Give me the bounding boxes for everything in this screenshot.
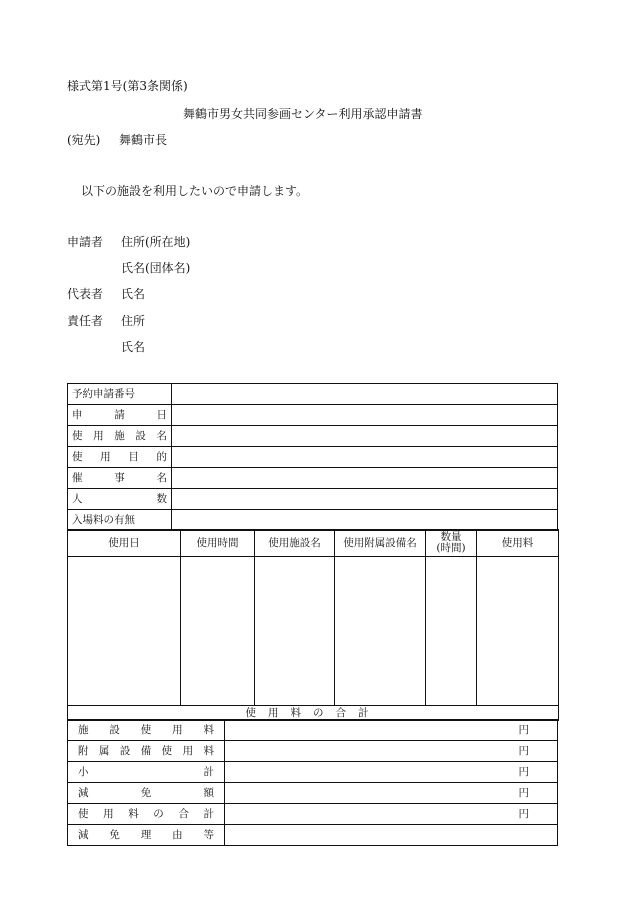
- table-row: [68, 783, 558, 804]
- applicant-field: 氏名(団体名): [121, 261, 191, 275]
- usage-header-row: [68, 530, 559, 557]
- subtotal-value[interactable]: 円: [225, 762, 558, 783]
- admission-fee-field[interactable]: [172, 510, 558, 531]
- purpose-field[interactable]: [172, 447, 558, 468]
- table-row: [68, 426, 558, 447]
- responsible-role: 責任者: [67, 314, 104, 328]
- application-statement: 以下の施設を利用したいので申請します。: [81, 184, 309, 198]
- equipment-fee-label: 附属設備使用料: [68, 741, 225, 762]
- usage-entry-row: [68, 557, 559, 706]
- application-date-label: 申請日: [68, 405, 172, 426]
- usage-quantity-header: [426, 530, 477, 557]
- reduction-reason-value[interactable]: [225, 825, 558, 846]
- representative-name-row: [67, 286, 145, 302]
- representative-role: 代表者: [67, 287, 104, 301]
- reservation-number-label: 予約申請番号: [68, 384, 172, 405]
- usage-facility-cell[interactable]: [255, 557, 335, 706]
- table-row: [68, 762, 558, 783]
- usage-time-cell[interactable]: [181, 557, 255, 706]
- responsible-address-row: [67, 313, 145, 329]
- responsible-field: 住所: [121, 314, 146, 328]
- table-row: [68, 510, 558, 531]
- usage-table: [67, 529, 559, 721]
- facility-fee-value[interactable]: 円: [225, 720, 558, 741]
- applicant-address-row: [67, 234, 190, 250]
- table-row: [68, 489, 558, 510]
- facility-fee-label: 施設使用料: [68, 720, 225, 741]
- attendees-label: 人数: [68, 489, 172, 510]
- event-name-field[interactable]: [172, 468, 558, 489]
- event-name-label: 催事名: [68, 468, 172, 489]
- reduction-reason-label: 減免理由等: [68, 825, 225, 846]
- table-row: [68, 720, 558, 741]
- usage-time-header: 使用時間: [181, 530, 255, 557]
- hours-label: (時間): [436, 542, 466, 554]
- responsible-name-row: [67, 339, 145, 355]
- usage-fee-header: 使用料: [477, 530, 559, 557]
- table-row: [68, 405, 558, 426]
- quantity-label: 数量: [440, 531, 462, 543]
- table-row: [68, 384, 558, 405]
- addressee: [67, 132, 167, 148]
- addressee-value: 舞鶴市長: [119, 133, 168, 147]
- table-row: [68, 447, 558, 468]
- reduction-amount-value[interactable]: 円: [225, 783, 558, 804]
- applicant-role: 申請者: [67, 235, 104, 249]
- usage-equipment-header: 使用附属設備名: [335, 530, 426, 557]
- facility-name-field[interactable]: [172, 426, 558, 447]
- representative-field: 氏名: [121, 287, 146, 301]
- fee-total-value[interactable]: 円: [225, 804, 558, 825]
- application-details-table: [67, 383, 558, 531]
- usage-fee-cell[interactable]: [477, 557, 559, 706]
- admission-fee-label: 入場料の有無: [68, 510, 172, 531]
- application-date-field[interactable]: [172, 405, 558, 426]
- fee-totals-table: [67, 719, 558, 846]
- fee-total-label: 使用料の合計: [68, 804, 225, 825]
- reservation-number-field[interactable]: [172, 384, 558, 405]
- attendees-field[interactable]: [172, 489, 558, 510]
- table-row: [68, 468, 558, 489]
- responsible-field: 氏名: [121, 340, 146, 354]
- form-number: 様式第1号(第3条関係): [67, 79, 188, 93]
- applicant-field: 住所(所在地): [121, 235, 191, 249]
- subtotal-label: 小計: [68, 762, 225, 783]
- table-row: [68, 741, 558, 762]
- document-title: 舞鶴市男女共同参画センター利用承認申請書: [183, 107, 423, 121]
- reduction-amount-label: 減免額: [68, 783, 225, 804]
- addressee-label: (宛先): [67, 133, 101, 147]
- usage-facility-header: 使用施設名: [255, 530, 335, 557]
- usage-total-header: 使用料の合計: [68, 706, 559, 721]
- facility-name-label: 使用施設名: [68, 426, 172, 447]
- table-row: [68, 804, 558, 825]
- usage-quantity-cell[interactable]: [426, 557, 477, 706]
- table-row: [68, 825, 558, 846]
- usage-equipment-cell[interactable]: [335, 557, 426, 706]
- equipment-fee-value[interactable]: 円: [225, 741, 558, 762]
- usage-date-cell[interactable]: [68, 557, 181, 706]
- purpose-label: 使用目的: [68, 447, 172, 468]
- applicant-name-row: [67, 260, 190, 276]
- usage-date-header: 使用日: [68, 530, 181, 557]
